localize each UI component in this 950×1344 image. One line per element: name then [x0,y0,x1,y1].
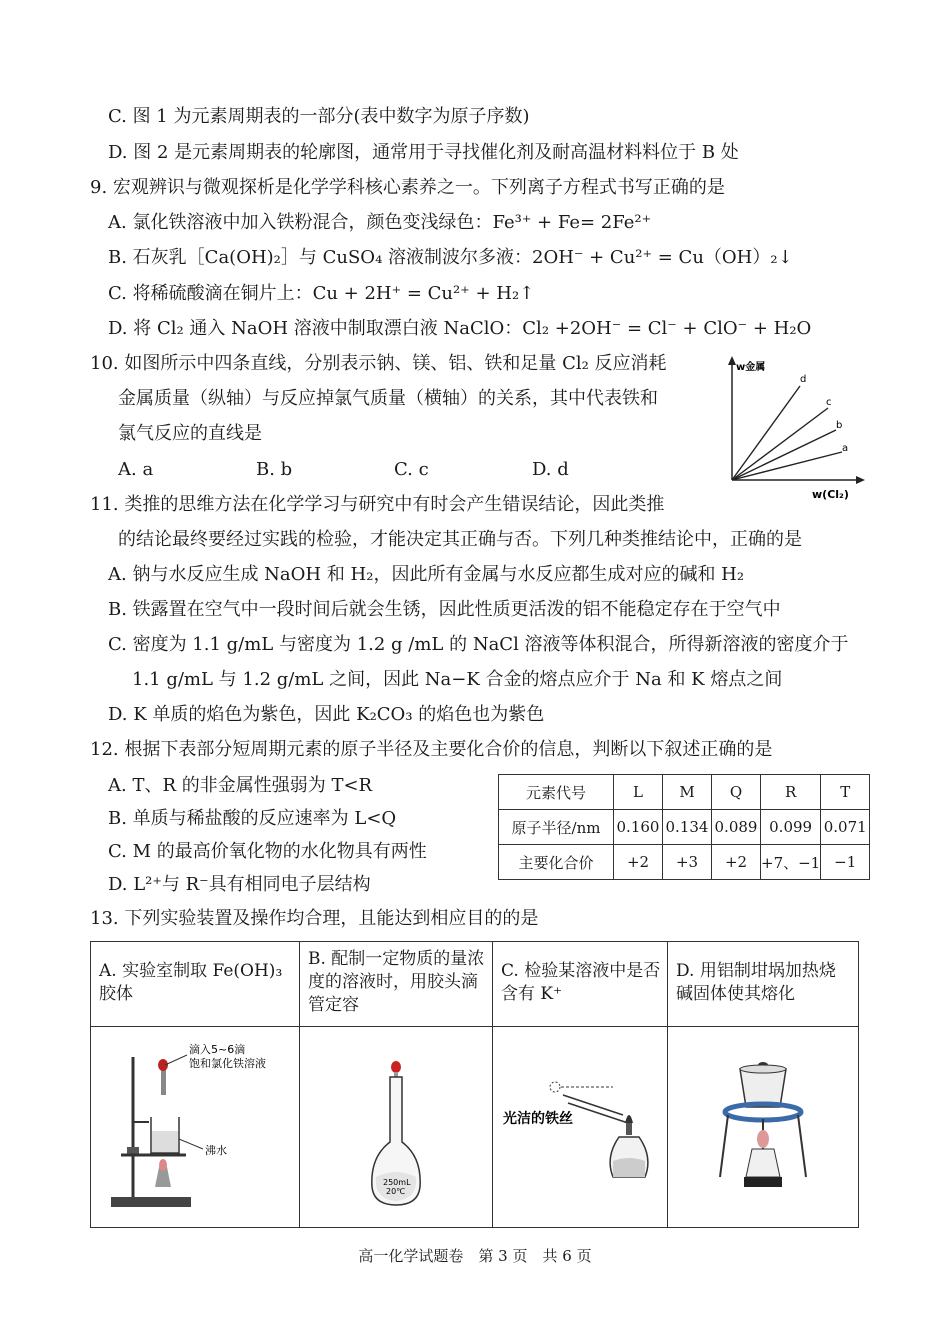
table-cell: 元素代号 [499,775,614,810]
table-cell: +2 [614,845,663,880]
q9-stem: 9. 宏观辨识与微观探析是化学学科核心素养之一。下列离子方程式书写正确的是 [90,177,725,198]
table-cell: Q [712,775,761,810]
table-cell: 主要化合价 [499,845,614,880]
q12-option-d: D. L²⁺与 R⁻具有相同电子层结构 [108,874,371,895]
q10-option-c: C. c [394,459,429,480]
table-cell: M [663,775,712,810]
table-cell: +7、−1 [761,845,821,880]
exp-text-c: C. 检验某溶液中是否含有 K⁺ [501,961,661,1004]
exp-image-b [300,1027,493,1228]
q12-option-a: A. T、R 的非金属性强弱为 T<R [108,775,373,796]
table-cell: 0.071 [821,810,870,845]
exp-cell-b [300,942,493,1027]
exp-text-a: A. 实验室制取 Fe(OH)₃ 胶体 [99,961,283,1004]
graph-label-c: c [826,397,832,408]
graph-label-d: d [800,374,807,385]
q10-line-3: 氯气反应的直线是 [118,423,262,444]
page-footer: 高一化学试题卷 第 3 页 共 6 页 [358,1247,592,1265]
q10-option-b: B. b [256,459,293,480]
q11-option-b: B. 铁露置在空气中一段时间后就会生锈，因此性质更活泼的铝不能稳定存在于空气中 [108,599,781,620]
q13-stem: 13. 下列实验装置及操作均合理，且能达到相应目的的是 [90,908,539,929]
table-row [499,845,870,880]
q11-option-c-line-2: 1.1 g/mL 与 1.2 g/mL 之间，因此 Na−K 合金的熔点应介于 Na 和 K 熔点之间 [132,669,783,690]
q9-option-a: A. 氯化铁溶液中加入铁粉混合，颜色变浅绿色：Fe³⁺ + Fe= 2Fe²⁺ [108,212,652,233]
exp-image-d [668,1027,859,1228]
graph-line-c [732,408,828,480]
exp-cell-c [493,942,668,1027]
q10-line-1: 10. 如图所示中四条直线，分别表示钠、镁、铝、铁和足量 Cl₂ 反应消耗 [90,353,667,374]
colloid-apparatus-illustration [91,1027,299,1227]
table-cell: 0.089 [712,810,761,845]
q9-option-b: B. 石灰乳［Ca(OH)₂］与 CuSO₄ 溶液制波尔多液：2OH⁻ + Cu²⁺ = Cu（OH）₂↓ [108,247,793,268]
table-row [499,775,870,810]
q11-line-2: 的结论最终要经过实践的检验，才能决定其正确与否。下列几种类推结论中，正确的是 [118,529,802,550]
table-row [91,1027,859,1228]
table-cell: 0.134 [663,810,712,845]
q11-option-a: A. 钠与水反应生成 NaOH 和 H₂，因此所有金属与水反应都生成对应的碱和 H₂ [108,564,745,585]
crucible-heating-illustration [668,1027,858,1227]
q10-option-a: A. a [118,459,154,480]
flame-test-illustration [493,1027,667,1227]
exp-text-b: B. 配制一定物质的量浓度的溶液时，用胶头滴管定容 [308,949,485,1015]
q11-option-d: D. K 单质的焰色为紫色，因此 K₂CO₃ 的焰色也为紫色 [108,704,545,725]
label-250ml: 250mL [383,1178,411,1187]
q8-option-c: C. 图 1 为元素周期表的一部分(表中数字为原子序数) [108,106,530,127]
label-iron-wire: 光洁的铁丝 [503,1111,573,1127]
q9-option-d: D. 将 Cl₂ 通入 NaOH 溶液中制取漂白液 NaClO：Cl₂ +2OH⁻ = Cl⁻ + ClO⁻ + H₂O [108,318,812,339]
table-cell: 原子半径/nm [499,810,614,845]
q10-graph [720,352,870,502]
table-cell: +2 [712,845,761,880]
q10-options [118,457,670,483]
table-row [499,810,870,845]
exp-text-d: D. 用铝制坩埚加热烧碱固体使其熔化 [676,961,836,1004]
graph-label-b: b [836,420,843,431]
q10-line-2: 金属质量（纵轴）与反应掉氯气质量（横轴）的关系，其中代表铁和 [118,388,658,409]
graph-x-label: w(Cl₂) [812,488,849,501]
table-cell: 0.160 [614,810,663,845]
graph-line-b [732,430,836,480]
table-cell: 0.099 [761,810,821,845]
graph-label-a: a [842,443,849,454]
label-boiling-water: 沸水 [205,1144,227,1157]
q12-option-c: C. M 的最高价氧化物的水化物具有两性 [108,841,427,862]
q8-option-d: D. 图 2 是元素周期表的轮廓图，通常用于寻找催化剂及耐高温材料料位于 B 处 [108,142,739,163]
volumetric-flask-illustration [300,1027,492,1227]
q11-line-1: 11. 类推的思维方法在化学学习与研究中有时会产生错误结论，因此类推 [90,494,665,515]
q12-option-b: B. 单质与稀盐酸的反应速率为 L<Q [108,808,397,829]
exp-image-c [493,1027,668,1228]
exp-cell-d [668,942,859,1027]
q11-option-c-line-1: C. 密度为 1.1 g/mL 与密度为 1.2 g /mL 的 NaCl 溶液等体积混合，所得新溶液的密度介于 [108,634,849,655]
element-property-table [498,774,870,880]
label-fecl3: 饱和氯化铁溶液 [189,1057,266,1070]
q9-option-c: C. 将稀硫酸滴在铜片上：Cu + 2H⁺ = Cu²⁺ + H₂↑ [108,283,535,304]
exp-cell-a [91,942,300,1027]
table-cell: −1 [821,845,870,880]
q10-option-d: D. d [532,459,569,480]
graph-y-label: w金属 [736,362,766,373]
label-20c: 20℃ [386,1187,406,1196]
q12-stem: 12. 根据下表部分短周期元素的原子半径及主要化合价的信息，判断以下叙述正确的是 [90,739,773,760]
table-cell: L [614,775,663,810]
experiment-table [90,941,859,1228]
label-drops: 滴入5~6滴 [189,1043,246,1056]
exp-image-a [91,1027,300,1228]
table-cell: +3 [663,845,712,880]
table-cell: T [821,775,870,810]
table-cell: R [761,775,821,810]
table-row [91,942,859,1027]
